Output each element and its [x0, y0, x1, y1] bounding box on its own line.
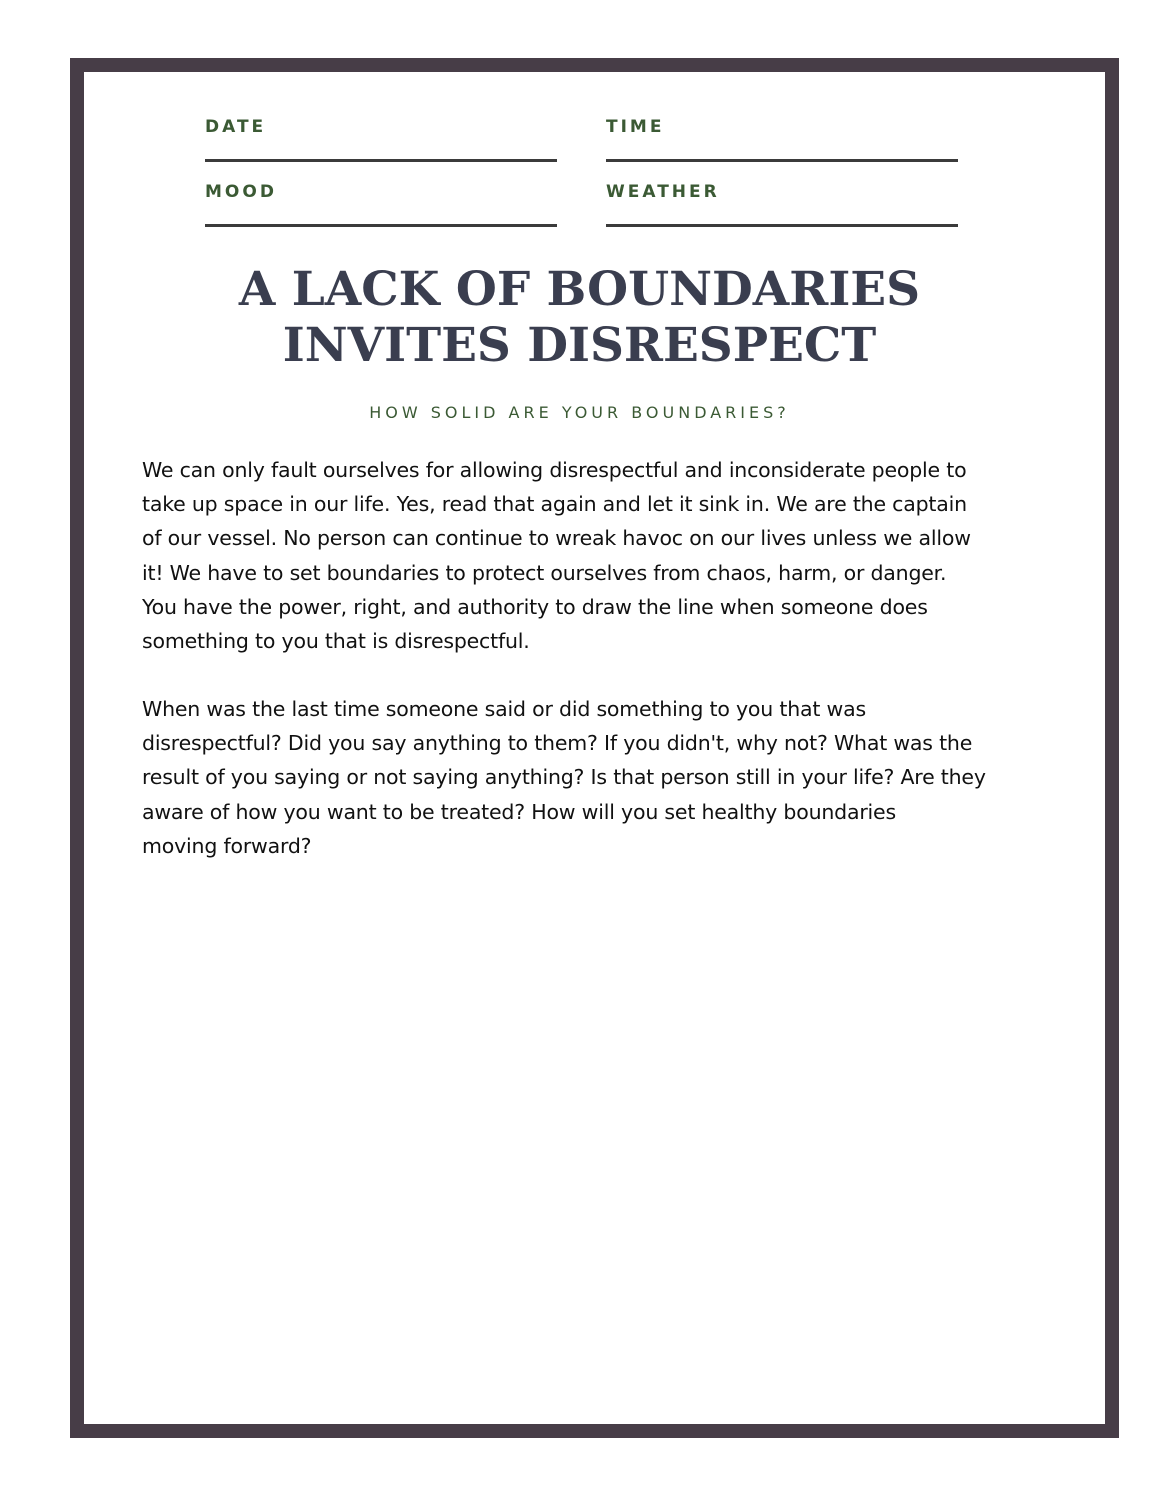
paragraph-line: moving forward? [142, 833, 312, 858]
prompt-paragraph [142, 692, 1054, 863]
paragraph-line: result of you saying or not saying anything? Is that person still in your life? Are they [142, 765, 986, 790]
paragraph-line: something to you that is disrespectful. [142, 629, 530, 654]
date-label: DATE [205, 117, 267, 137]
paragraph-line: When was the last time someone said or did something to you that was [142, 697, 866, 721]
paragraph-line: aware of how you want to be treated? How will you set healthy boundaries [142, 799, 896, 824]
date-field[interactable] [205, 117, 557, 162]
paragraph-line: We can only fault ourselves for allowing disrespectful and inconsiderate people to [142, 458, 967, 482]
page-title [0, 262, 1159, 374]
time-label: TIME [606, 117, 665, 137]
intro-paragraph [142, 453, 1054, 658]
mood-field[interactable] [205, 182, 557, 227]
mood-label: MOOD [205, 182, 277, 202]
paragraph-line: You have the power, right, and authority to draw the line when someone does [142, 594, 928, 619]
weather-label: WEATHER [606, 182, 720, 202]
title-line-1: A LACK OF BOUNDARIES [238, 262, 921, 317]
time-field[interactable] [606, 117, 958, 162]
paragraph-line: it! We have to set boundaries to protect ourselves from chaos, harm, or danger. [142, 560, 947, 585]
paragraph-line: take up space in our life. Yes, read that again and let it sink in. We are the captain [142, 492, 967, 517]
title-line-2: INVITES DISRESPECT [282, 318, 877, 373]
paragraph-line: of our vessel. No person can continue to wreak havoc on our lives unless we allow [142, 526, 971, 551]
paragraph-line: disrespectful? Did you say anything to them? If you didn't, why not? What was the [142, 731, 973, 756]
weather-field[interactable] [606, 182, 958, 227]
page-subtitle: HOW SOLID ARE YOUR BOUNDARIES? [369, 403, 790, 422]
